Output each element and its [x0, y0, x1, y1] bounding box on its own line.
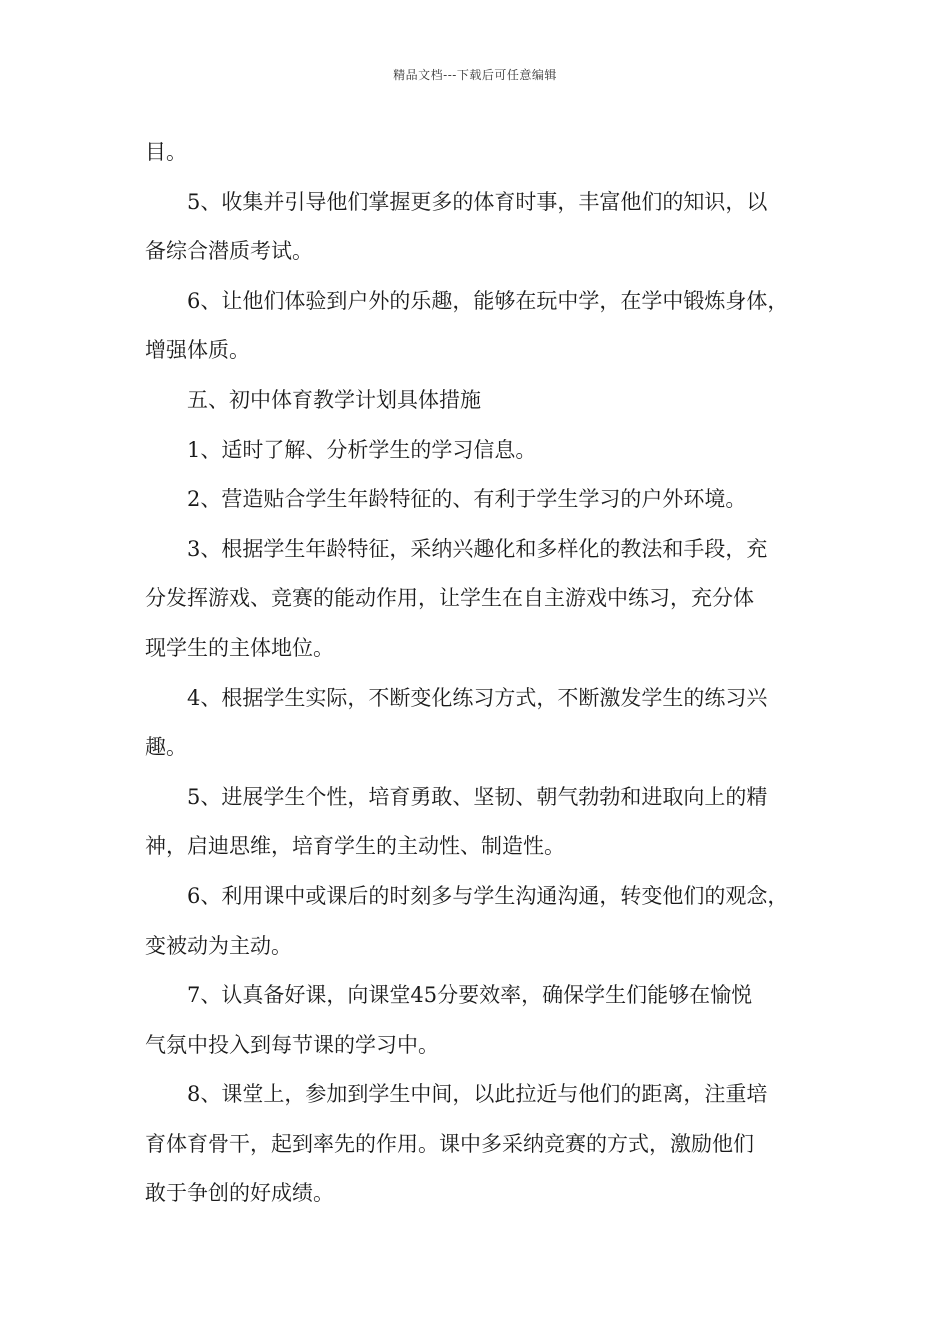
text-line: 3、根据学生年龄特征，采纳兴趣化和多样化的教法和手段，充 — [187, 536, 768, 561]
text-line: 气氛中投入到每节课的学习中。 — [145, 1032, 439, 1057]
text-line: 增强体质。 — [145, 338, 250, 363]
text-line: 5、收集并引导他们掌握更多的体育时事，丰富他们的知识，以 — [187, 189, 768, 214]
text-line: 5、进展学生个性，培育勇敢、坚韧、朝气勃勃和进取向上的精 — [187, 784, 768, 809]
section-heading: 五、初中体育教学计划具体措施 — [187, 387, 481, 412]
text-line: 2、营造贴合学生年龄特征的、有利于学生学习的户外环境。 — [187, 487, 747, 512]
document-body — [145, 128, 815, 1219]
text-line: 敢于争创的好成绩。 — [145, 1181, 334, 1206]
text-line: 4、根据学生实际，不断变化练习方式，不断激发学生的练习兴 — [187, 685, 768, 710]
page-header: 精品文档---下载后可任意编辑 — [393, 68, 557, 82]
text-line: 1、适时了解、分析学生的学习信息。 — [187, 437, 537, 462]
text-line: 目。 — [145, 140, 187, 164]
text-line: 现学生的主体地位。 — [145, 635, 334, 660]
text-line: 备综合潜质考试。 — [145, 239, 313, 264]
text-line: 6、利用课中或课后的时刻多与学生沟通沟通，转变他们的观念， — [187, 883, 789, 908]
text-line: 分发挥游戏、竞赛的能动作用，让学生在自主游戏中练习，充分体 — [145, 586, 754, 611]
text-line: 8、课堂上，参加到学生中间，以此拉近与他们的距离，注重培 — [187, 1082, 768, 1107]
text-line: 7、认真备好课，向课堂45分要效率，确保学生们能够在愉悦 — [187, 983, 753, 1008]
text-line: 变被动为主动。 — [145, 933, 292, 958]
text-line: 6、让他们体验到户外的乐趣，能够在玩中学，在学中锻炼身体， — [187, 288, 789, 313]
text-line: 神，启迪思维，培育学生的主动性、制造性。 — [145, 834, 565, 859]
text-line: 趣。 — [145, 735, 187, 760]
text-line: 育体育骨干，起到率先的作用。课中多采纳竞赛的方式，激励他们 — [145, 1131, 754, 1156]
